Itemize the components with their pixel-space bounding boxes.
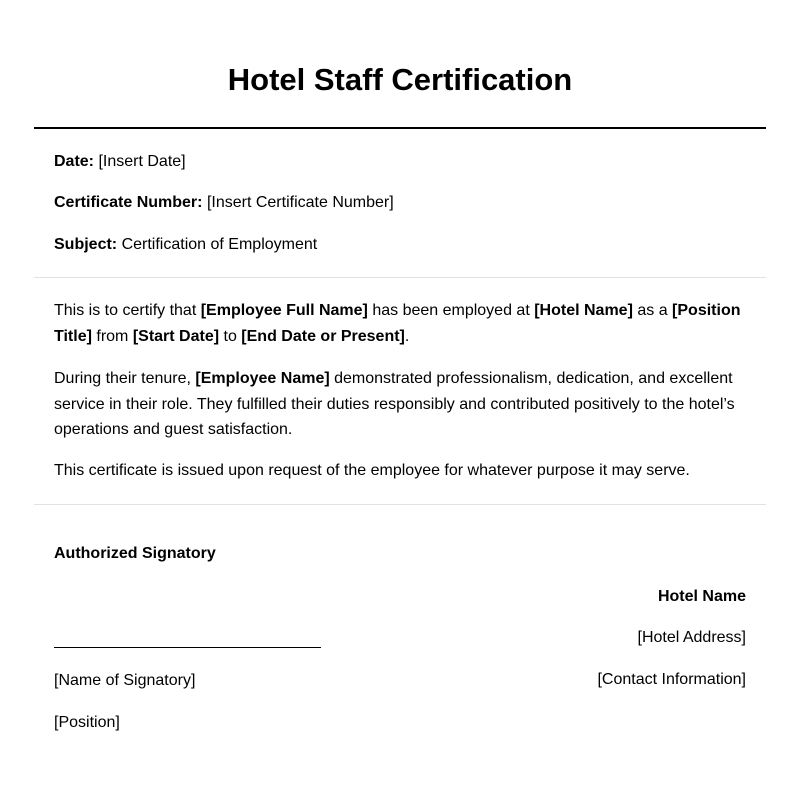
hotel-name: Hotel Name (657, 588, 746, 605)
employee-name-placeholder: [Employee Name] (195, 370, 330, 387)
end-date-placeholder: [End Date or Present] (241, 327, 405, 345)
meta-divider (34, 277, 766, 278)
hotel-name-placeholder: [Hotel Name] (534, 302, 633, 319)
p1-text-6: . (404, 327, 410, 345)
tenure-paragraph (54, 366, 754, 443)
p2-text-1: During their tenure, (54, 370, 196, 387)
date-row (54, 152, 186, 172)
p2-text-2: demonstrated professionalism, dedication, and excellent service in their role. They fulfilled their duties responsibly and contributed positively to the hotel’s operations and guest satisfaction. (54, 370, 735, 438)
body-divider (34, 504, 766, 505)
signatory-name: [Name of Signatory] (54, 672, 196, 689)
hotel-address: [Hotel Address] (637, 629, 746, 646)
p1-text-4: from (91, 327, 133, 345)
subject-label: Subject: (54, 236, 118, 253)
certificate-number-value: [Insert Certificate Number] (206, 194, 394, 211)
p1-text-3: as a (632, 302, 673, 319)
subject-value: Certification of Employment (121, 236, 318, 253)
signatory-position: [Position] (54, 714, 120, 731)
p1-text-5: to (219, 327, 242, 345)
subject-row (54, 235, 317, 255)
document-title: Hotel Staff Certification (227, 62, 573, 97)
signature-line (54, 647, 321, 648)
purpose-paragraph: This certificate is issued upon request of the employee for whatever purpose it may serve. (54, 462, 690, 479)
certification-paragraph (54, 298, 754, 349)
position-title-placeholder: [Position Title] (54, 302, 741, 345)
start-date-placeholder: [Start Date] (132, 327, 220, 345)
certificate-number-label: Certificate Number: (54, 194, 203, 211)
date-label: Date: (54, 153, 95, 170)
hotel-contact: [Contact Information] (597, 671, 746, 688)
date-value: [Insert Date] (98, 153, 186, 170)
employee-full-name-placeholder: [Employee Full Name] (200, 302, 368, 319)
p1-text-1: This is to certify that (54, 302, 201, 319)
certificate-number-row (54, 193, 394, 213)
p1-text-2: has been employed at (367, 302, 535, 319)
signatory-heading: Authorized Signatory (54, 545, 216, 562)
title-divider (34, 127, 766, 129)
